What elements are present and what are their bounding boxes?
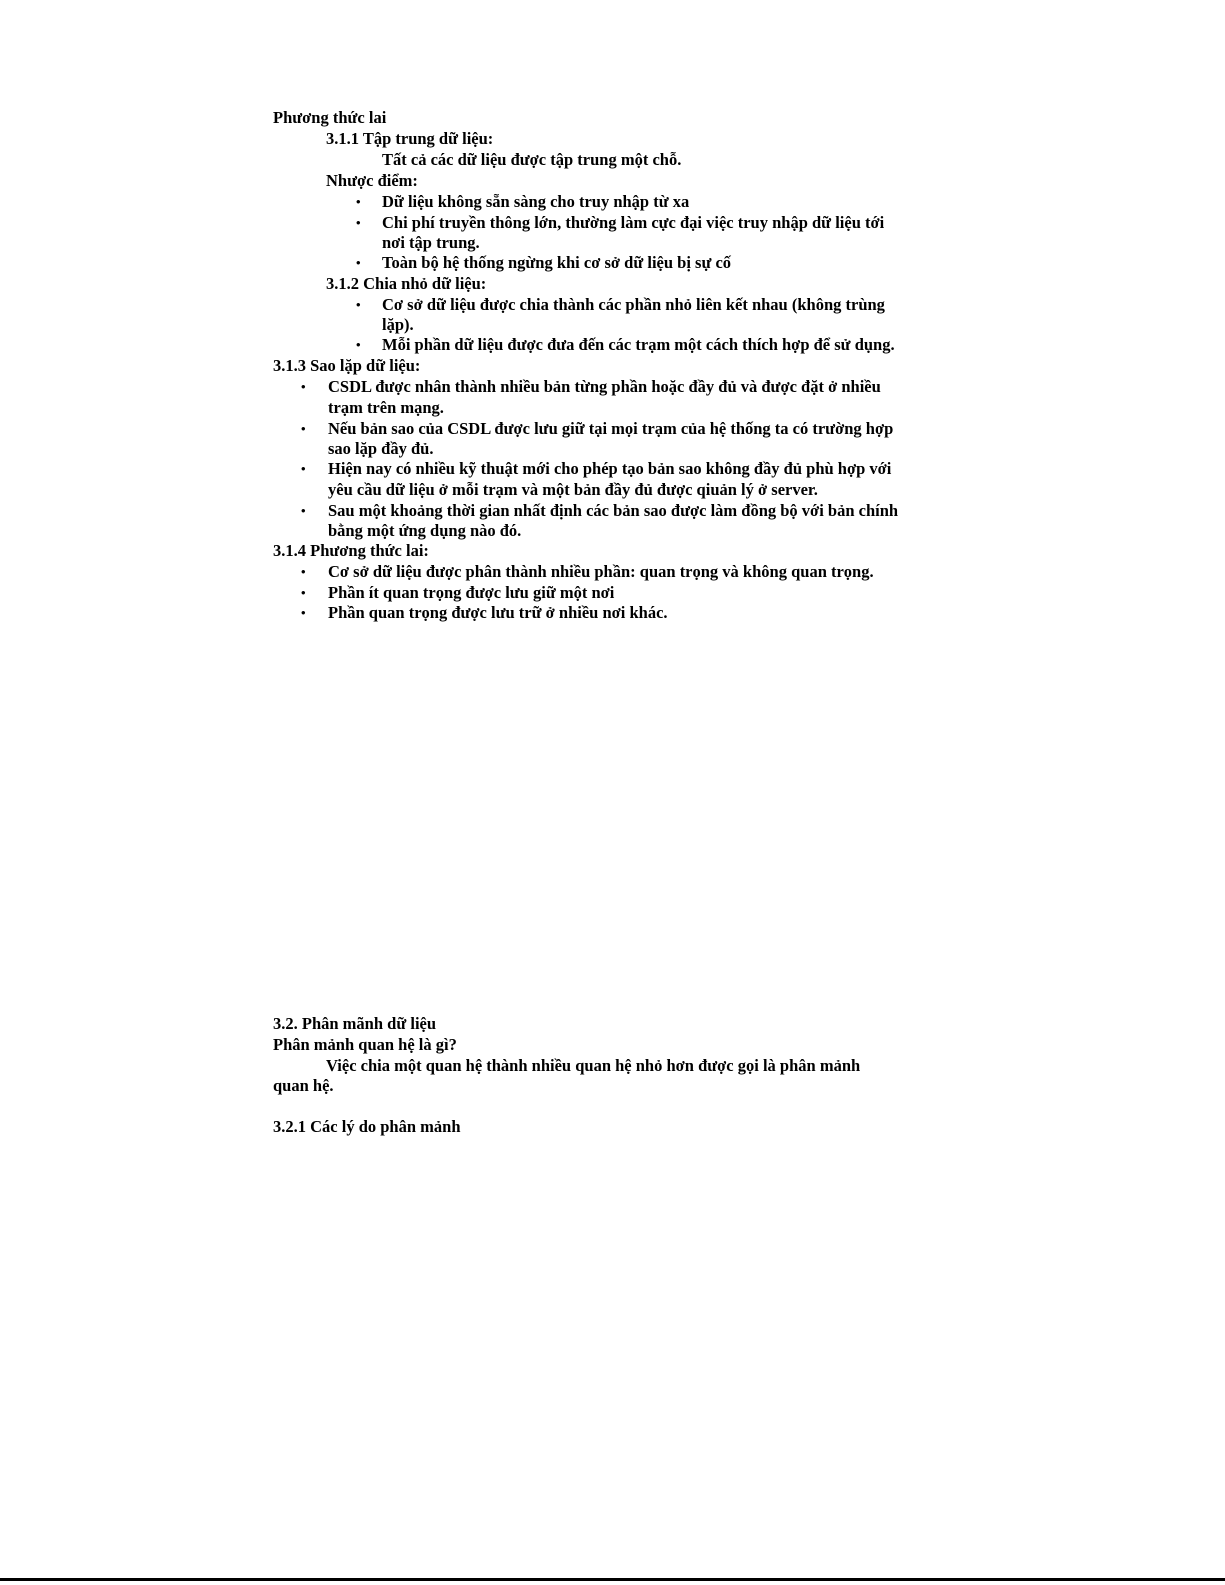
list-item-continuation: trạm trên mạng. [328,398,444,417]
bullet-icon: • [356,255,361,270]
bullet-icon: • [301,421,306,436]
list-item: Sau một khoảng thời gian nhất định các bản sao được làm đồng bộ với bản chính [328,501,899,520]
paragraph-text: Tất cả các dữ liệu được tập trung một chỗ. [382,150,682,169]
list-item: Hiện nay có nhiều kỹ thuật mới cho phép tạo bản sao không đầy đủ phù hợp với [328,459,892,478]
bullet-icon: • [356,337,361,352]
list-item: Nếu bản sao của CSDL được lưu giữ tại mọi trạm của hệ thống ta có trường hợp [328,419,894,438]
cons-label: Nhược điểm: [326,171,418,190]
bullet-icon: • [301,379,306,394]
bottom-border-line [0,1578,1225,1581]
list-item: Phần quan trọng được lưu trữ ở nhiều nơi khác. [328,603,668,622]
list-item-continuation: lặp). [382,315,414,334]
list-item: Cơ sở dữ liệu được chia thành các phần nhỏ liên kết nhau (không trùng [382,295,885,314]
heading-3-1-3: 3.1.3 Sao lặp dữ liệu: [273,356,421,375]
heading-3-1-2: 3.1.2 Chia nhỏ dữ liệu: [326,274,487,293]
heading-3-2: 3.2. Phân mãnh dữ liệu [273,1014,437,1033]
list-item: Chi phí truyền thông lớn, thường làm cực đại việc truy nhập dữ liệu tới [382,213,885,232]
bullet-icon: • [301,503,306,518]
bullet-icon: • [301,585,306,600]
list-item: Dữ liệu không sẵn sàng cho truy nhập từ xa [382,192,690,211]
section-title: Phương thức lai [273,108,387,127]
bullet-icon: • [301,605,306,620]
heading-3-2-1: 3.2.1 Các lý do phân mảnh [273,1117,461,1136]
list-item: Toàn bộ hệ thống ngừng khi cơ sở dữ liệu bị sự cố [382,253,732,272]
heading-3-1-4: 3.1.4 Phương thức lai: [273,541,429,560]
list-item: Phần ít quan trọng được lưu giữ một nơi [328,583,615,602]
bullet-icon: • [356,194,361,209]
paragraph-text: Việc chia một quan hệ thành nhiều quan hệ nhỏ hơn được gọi là phân mảnh [326,1056,861,1075]
bullet-icon: • [356,297,361,312]
paragraph-continuation: quan hệ. [273,1076,334,1095]
list-item: CSDL được nhân thành nhiều bản từng phần hoặc đầy đủ và được đặt ở nhiều [328,377,881,396]
question-text: Phân mảnh quan hệ là gì? [273,1035,457,1054]
list-item-continuation: yêu cầu dữ liệu ở mỗi trạm và một bản đầy đủ được qiuản lý ở server. [328,480,818,499]
list-item: Cơ sở dữ liệu được phân thành nhiều phần: quan trọng và không quan trọng. [328,562,874,581]
list-item-continuation: bằng một ứng dụng nào đó. [328,521,522,540]
bullet-icon: • [356,215,361,230]
bullet-icon: • [301,461,306,476]
list-item-continuation: sao lặp đầy đủ. [328,439,434,458]
list-item-continuation: nơi tập trung. [382,233,480,252]
heading-3-1-1: 3.1.1 Tập trung dữ liệu: [326,129,494,148]
list-item: Mỗi phần dữ liệu được đưa đến các trạm một cách thích hợp để sử dụng. [382,335,895,354]
bullet-icon: • [301,564,306,579]
